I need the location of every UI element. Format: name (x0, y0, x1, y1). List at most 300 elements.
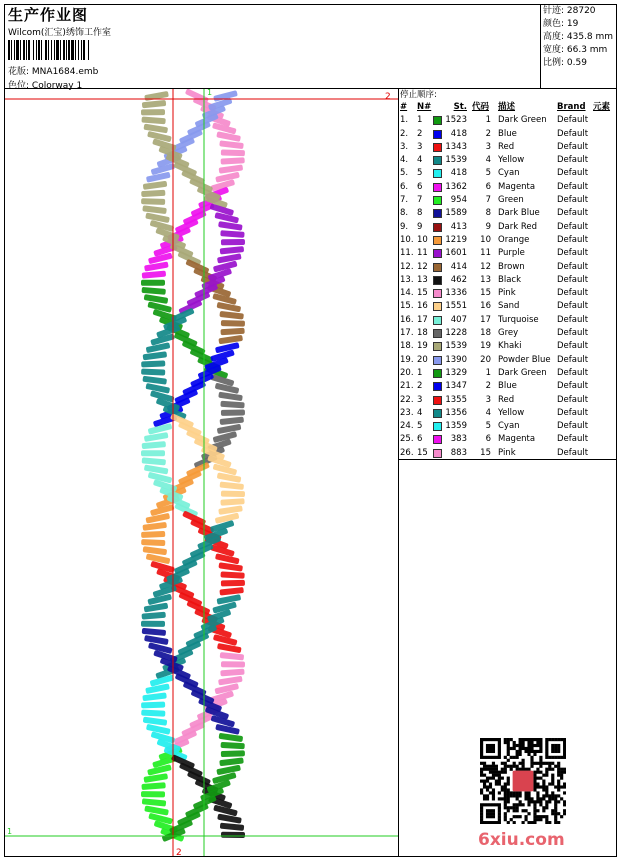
qr-module (530, 800, 533, 803)
qr-module (542, 788, 545, 791)
row-swatch (433, 289, 442, 298)
qr-module (557, 812, 560, 815)
qr-module (492, 750, 495, 753)
qr-module (527, 800, 530, 803)
qr-module (536, 797, 539, 800)
guide-label-green-top: 1 (207, 89, 213, 97)
qr-module (522, 741, 525, 744)
qr-module (563, 812, 566, 815)
qr-module (539, 777, 542, 780)
qr-module (548, 782, 551, 785)
qr-module (557, 794, 560, 797)
row-stitches: 1601 (445, 248, 467, 259)
row-num: 6 (417, 434, 423, 445)
qr-module (483, 780, 486, 783)
qr-module (498, 753, 501, 756)
qr-module (533, 774, 536, 777)
qr-module (560, 768, 563, 771)
qr-module (513, 744, 516, 747)
row-brand: Default (557, 447, 589, 458)
qr-module (536, 809, 539, 812)
row-desc: Khaki (498, 341, 522, 352)
row-idx: 15. (400, 301, 414, 312)
qr-module (513, 809, 516, 812)
qr-module (548, 821, 551, 824)
qr-module (480, 753, 483, 756)
stitch-block (144, 465, 169, 475)
row-code: 15 (480, 447, 491, 458)
row-stitches: 1343 (445, 141, 467, 152)
row-idx: 6. (400, 181, 409, 192)
row-desc: Green (498, 195, 524, 206)
stitch-block (141, 280, 165, 286)
stitch-block (141, 287, 165, 295)
qr-module (483, 821, 486, 824)
stitch-block (141, 782, 165, 790)
qr-module (554, 806, 557, 809)
qr-module (504, 782, 507, 785)
row-brand: Default (557, 354, 589, 365)
table-row (399, 114, 617, 127)
qr-module (507, 809, 510, 812)
qr-module (516, 756, 519, 759)
qr-module (557, 756, 560, 759)
qr-module (513, 794, 516, 797)
row-brand: Default (557, 128, 589, 139)
qr-module (495, 765, 498, 768)
table-row (399, 221, 617, 234)
guide-label-red-bottom: 2 (176, 848, 182, 856)
row-swatch (433, 223, 442, 232)
table-row (399, 380, 617, 393)
row-idx: 10. (400, 234, 414, 245)
qr-module (519, 794, 522, 797)
qr-module (527, 744, 530, 747)
stitch-block (221, 320, 245, 327)
qr-module (545, 794, 548, 797)
qr-module (533, 821, 536, 824)
row-idx: 2. (400, 128, 409, 139)
qr-module (480, 768, 483, 771)
qr-module (498, 777, 501, 780)
qr-module (492, 768, 495, 771)
stitch-block (216, 131, 241, 142)
qr-module (533, 818, 536, 821)
qr-module (492, 791, 495, 794)
qr-module (483, 762, 486, 765)
stitch-count: 针迹: 28720 (543, 6, 596, 16)
qr-module (522, 762, 525, 765)
qr-module (524, 809, 527, 812)
qr-module (536, 750, 539, 753)
qr-module (504, 788, 507, 791)
qr-module (551, 777, 554, 780)
row-desc: Magenta (498, 181, 536, 192)
qr-module (551, 780, 554, 783)
qr-module (530, 750, 533, 753)
qr-module (516, 791, 519, 794)
qr-module (480, 812, 483, 815)
qr-module (533, 803, 536, 806)
qr-module (545, 800, 548, 803)
row-desc: Turquoise (498, 314, 539, 325)
qr-module (545, 741, 548, 744)
studio-name: Wilcom(汇宝)绣饰工作室 (8, 28, 111, 38)
row-brand: Default (557, 434, 589, 445)
qr-module (530, 738, 533, 741)
row-num: 15 (417, 288, 428, 299)
stitch-block (143, 717, 168, 726)
qr-module (551, 762, 554, 765)
qr-module (510, 791, 513, 794)
qr-module (545, 818, 548, 821)
qr-module (516, 809, 519, 812)
qr-module (533, 812, 536, 815)
row-stitches: 954 (450, 195, 467, 206)
stitch-block (220, 230, 244, 238)
qr-module (522, 759, 525, 762)
stitch-block (142, 376, 167, 385)
row-desc: Dark Red (498, 221, 538, 232)
row-desc: Red (498, 141, 515, 152)
qr-module (513, 762, 516, 765)
design-name (8, 64, 98, 77)
design-scale: 比例: 0.59 (543, 58, 587, 68)
qr-module (480, 741, 483, 744)
qr-module (498, 774, 501, 777)
qr-module (563, 747, 566, 750)
qr-module (539, 744, 542, 747)
qr-module (554, 809, 557, 812)
qr-module (536, 815, 539, 818)
qr-module (545, 806, 548, 809)
guide-label-green-left: 1 (7, 827, 13, 836)
qr-module (563, 800, 566, 803)
stitch-block (220, 571, 244, 578)
qr-module (486, 788, 489, 791)
stitch-block (217, 424, 242, 434)
stitch-block (145, 683, 170, 694)
qr-module (507, 759, 510, 762)
row-code: 8 (485, 208, 491, 219)
qr-module (530, 747, 533, 750)
qr-module (519, 768, 522, 771)
qr-module (554, 818, 557, 821)
qr-module (563, 785, 566, 788)
qr-module (513, 815, 516, 818)
qr-module (504, 771, 507, 774)
row-code: 19 (480, 341, 491, 352)
row-code: 1 (485, 367, 491, 378)
qr-module (498, 815, 501, 818)
row-idx: 5. (400, 168, 409, 179)
row-num: 20 (417, 354, 428, 365)
page-title: 生产作业图 (8, 6, 89, 24)
qr-module (522, 768, 525, 771)
stitch-block (221, 409, 245, 415)
qr-module (551, 774, 554, 777)
row-swatch (433, 196, 442, 205)
qr-module (536, 791, 539, 794)
qr-module (533, 788, 536, 791)
qr-module (554, 744, 557, 747)
row-desc: Dark Green (498, 367, 547, 378)
qr-module (545, 785, 548, 788)
qr-module (524, 818, 527, 821)
qr-module (501, 771, 504, 774)
row-stitches: 1539 (445, 155, 467, 166)
qr-module (483, 785, 486, 788)
qr-module (551, 809, 554, 812)
row-stitches: 1390 (445, 354, 467, 365)
qr-module (539, 747, 542, 750)
qr-module (536, 800, 539, 803)
qr-module (560, 815, 563, 818)
row-brand: Default (557, 248, 589, 259)
row-desc: Cyan (498, 421, 520, 432)
qr-module (504, 797, 507, 800)
row-idx: 19. (400, 354, 414, 365)
stitch-block (218, 562, 243, 571)
qr-module (563, 771, 566, 774)
qr-module (533, 762, 536, 765)
qr-module (480, 806, 483, 809)
qr-module (507, 780, 510, 783)
row-stitches: 462 (450, 274, 467, 285)
qr-module (513, 765, 516, 768)
qr-module (507, 797, 510, 800)
table-header (399, 101, 617, 114)
stitch-block (143, 773, 168, 783)
qr-module (557, 821, 560, 824)
qr-module (507, 765, 510, 768)
qr-module (533, 809, 536, 812)
qr-module (486, 777, 489, 780)
qr-module (527, 753, 530, 756)
table-row (399, 274, 617, 287)
stitch-block (221, 149, 245, 156)
row-code: 5 (485, 168, 491, 179)
qr-module (516, 806, 519, 809)
stitch-block (219, 311, 244, 320)
row-idx: 9. (400, 221, 409, 232)
qr-module (483, 797, 486, 800)
qr-module (557, 768, 560, 771)
qr-module (516, 794, 519, 797)
qr-module (519, 791, 522, 794)
qr-module (527, 768, 530, 771)
stitch-block (142, 457, 166, 465)
stitch-block (219, 164, 244, 173)
row-idx: 7. (400, 195, 409, 206)
qr-module (533, 738, 536, 741)
qr-module (551, 768, 554, 771)
row-code: 5 (485, 421, 491, 432)
qr-module (507, 750, 510, 753)
stop-table-title: 停止顺序: (400, 90, 437, 100)
qr-module (557, 782, 560, 785)
qr-module (539, 803, 542, 806)
qr-module (557, 785, 560, 788)
qr-module (483, 756, 486, 759)
qr-module (560, 771, 563, 774)
row-swatch (433, 183, 442, 192)
row-brand: Default (557, 181, 589, 192)
col-idx: # (400, 102, 408, 112)
qr-module (504, 806, 507, 809)
row-swatch (433, 249, 442, 258)
qr-module (557, 765, 560, 768)
row-code: 2 (485, 381, 491, 392)
qr-module (545, 753, 548, 756)
qr-module (557, 774, 560, 777)
qr-module (480, 821, 483, 824)
row-code: 6 (485, 434, 491, 445)
qr-module (498, 738, 501, 741)
row-idx: 12. (400, 261, 414, 272)
row-idx: 24. (400, 421, 414, 432)
qr-module (542, 762, 545, 765)
qr-module (545, 738, 548, 741)
row-stitches: 1362 (445, 181, 467, 192)
qr-module (539, 818, 542, 821)
qr-module (557, 750, 560, 753)
qr-module (551, 756, 554, 759)
qr-module (516, 815, 519, 818)
row-num: 3 (417, 394, 423, 405)
qr-module (536, 768, 539, 771)
row-idx: 14. (400, 288, 414, 299)
stitch-block (142, 798, 166, 806)
qr-module (480, 818, 483, 821)
qr-module (524, 738, 527, 741)
qr-module (501, 797, 504, 800)
row-swatch (433, 236, 442, 245)
qr-module (530, 797, 533, 800)
qr-code (480, 738, 566, 824)
row-num: 5 (417, 421, 423, 432)
qr-module (480, 750, 483, 753)
qr-module (533, 815, 536, 818)
qr-module (557, 747, 560, 750)
row-num: 12 (417, 261, 428, 272)
qr-module (548, 738, 551, 741)
row-code: 2 (485, 128, 491, 139)
qr-module (492, 821, 495, 824)
row-num: 2 (417, 381, 423, 392)
qr-module (539, 815, 542, 818)
stitch-block (144, 603, 169, 613)
qr-module (545, 803, 548, 806)
qr-module (563, 753, 566, 756)
qr-module (527, 794, 530, 797)
stitch-block (142, 100, 166, 108)
stitch-block (144, 805, 169, 815)
table-row (399, 300, 617, 313)
qr-module (492, 747, 495, 750)
qr-module (507, 744, 510, 747)
qr-module (480, 791, 483, 794)
qr-module (501, 777, 504, 780)
design-value: MNA1684.emb (31, 67, 99, 77)
qr-module (498, 809, 501, 812)
watermark-logo: 6xiu.com (478, 830, 565, 850)
qr-module (489, 803, 492, 806)
row-desc: Blue (498, 128, 517, 139)
row-desc: Purple (498, 248, 525, 259)
qr-module (513, 791, 516, 794)
qr-module (554, 794, 557, 797)
stitch-block (218, 335, 243, 344)
qr-module (486, 756, 489, 759)
row-desc: Grey (498, 328, 519, 339)
qr-module (480, 774, 483, 777)
qr-module (554, 803, 557, 806)
qr-module (551, 738, 554, 741)
qr-module (516, 768, 519, 771)
row-code: 3 (485, 394, 491, 405)
stitch-block (144, 635, 169, 645)
stitch-block (141, 360, 165, 367)
qr-module (548, 768, 551, 771)
table-row (399, 167, 617, 180)
qr-module (495, 782, 498, 785)
qr-module (498, 797, 501, 800)
qr-module (513, 806, 516, 809)
row-num: 9 (417, 221, 423, 232)
qr-module (492, 803, 495, 806)
qr-module (504, 762, 507, 765)
qr-module (504, 800, 507, 803)
qr-module (498, 771, 501, 774)
qr-module (507, 753, 510, 756)
qr-module (539, 797, 542, 800)
qr-module (495, 756, 498, 759)
qr-module (524, 797, 527, 800)
qr-module (495, 821, 498, 824)
qr-module (483, 765, 486, 768)
row-num: 17 (417, 314, 428, 325)
stitch-block (142, 692, 167, 701)
row-stitches: 1539 (445, 341, 467, 352)
qr-module (527, 750, 530, 753)
qr-module (480, 756, 483, 759)
row-stitches: 407 (450, 314, 467, 325)
qr-module (536, 741, 539, 744)
qr-module (545, 747, 548, 750)
qr-module (530, 765, 533, 768)
qr-module (516, 797, 519, 800)
qr-module (495, 771, 498, 774)
qr-module (486, 815, 489, 818)
row-code: 6 (485, 181, 491, 192)
qr-module (545, 771, 548, 774)
qr-module (480, 738, 483, 741)
qr-module (554, 797, 557, 800)
qr-module (486, 768, 489, 771)
qr-module (524, 794, 527, 797)
qr-module (560, 785, 563, 788)
row-code: 10 (480, 234, 491, 245)
table-row (399, 367, 617, 380)
qr-module (539, 762, 542, 765)
qr-module (510, 756, 513, 759)
stitch-block (219, 733, 244, 742)
stitch-block (220, 669, 244, 677)
qr-module (480, 762, 483, 765)
stitch-block (141, 450, 165, 456)
qr-module (522, 765, 525, 768)
